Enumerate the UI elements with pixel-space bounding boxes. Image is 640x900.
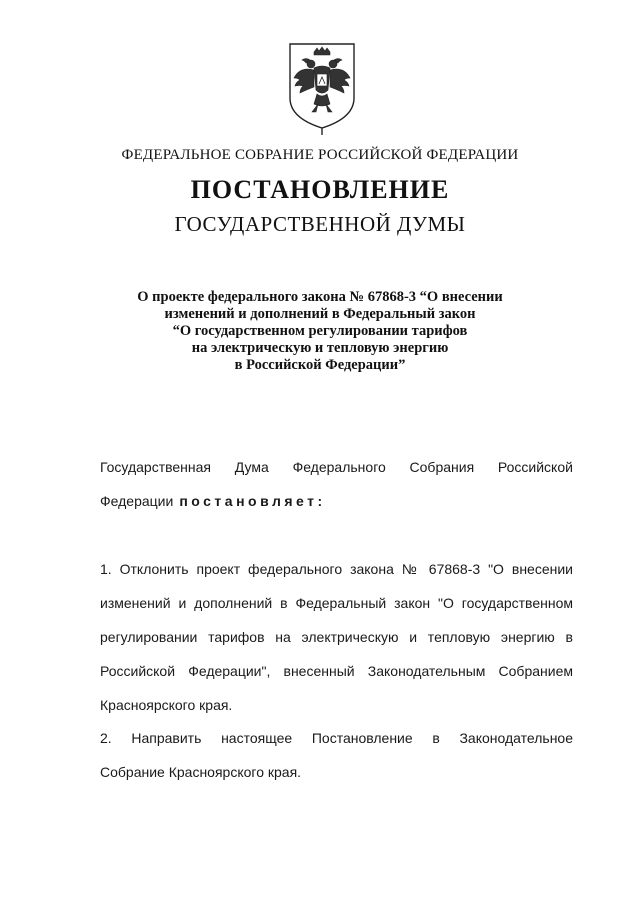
item-1-line (100, 552, 573, 586)
preamble-word: Федерального (292, 459, 386, 475)
resolves-word: постановляет: (179, 493, 326, 509)
item-2-paragraph (100, 721, 573, 789)
subject-line: на электрическую и тепловую энергию (191, 340, 449, 356)
document-subtitle: ГОСУДАРСТВЕННОЙ ДУМЫ (174, 212, 466, 236)
preamble-word: Российской (497, 459, 573, 475)
preamble-word: Собрания (409, 459, 475, 475)
item-1-line (100, 620, 573, 654)
document-subject (80, 289, 560, 374)
subject-line: О проекте федерального закона № 67868-3 “О внесении (137, 289, 503, 305)
line-text: 1. Отклонить проект федерального закона № 67868-3 "О внесении (100, 561, 573, 577)
subject-line: в Российской Федерации” (234, 357, 406, 373)
line-text: Красноярского края. (100, 697, 233, 713)
assembly-heading: ФЕДЕРАЛЬНОЕ СОБРАНИЕ РОССИЙСКОЙ ФЕДЕРАЦИИ (121, 147, 519, 163)
item-1-line (100, 654, 573, 688)
subject-line: “О государственном регулировании тарифов (172, 323, 468, 339)
preamble-line (100, 450, 573, 484)
item-2-line (100, 721, 573, 755)
russian-coat-of-arms-icon (284, 40, 360, 136)
subject-line: изменений и дополнений в Федеральный закон (164, 306, 476, 322)
preamble-word: Государственная (100, 459, 212, 475)
line-text: изменений и дополнений в Федеральный закон "О государственном (100, 595, 573, 611)
item-1-paragraph (100, 552, 573, 722)
item-1-line (100, 688, 573, 722)
document-title: ПОСТАНОВЛЕНИЕ (190, 175, 450, 204)
preamble-paragraph (100, 450, 573, 518)
line-text: регулировании тарифов на электрическую и тепловую энергию в (100, 629, 573, 645)
preamble-word: Дума (234, 459, 269, 475)
item-2-line (100, 755, 573, 789)
preamble-word: Федерации (100, 493, 174, 509)
item-1-line (100, 586, 573, 620)
line-text: Собрание Красноярского края. (100, 764, 302, 780)
line-text: Российской Федерации", внесенный Законодательным Собранием (100, 663, 573, 679)
line-text: 2. Направить настоящее Постановление в Законодательное (100, 730, 573, 746)
preamble-line (100, 484, 573, 518)
